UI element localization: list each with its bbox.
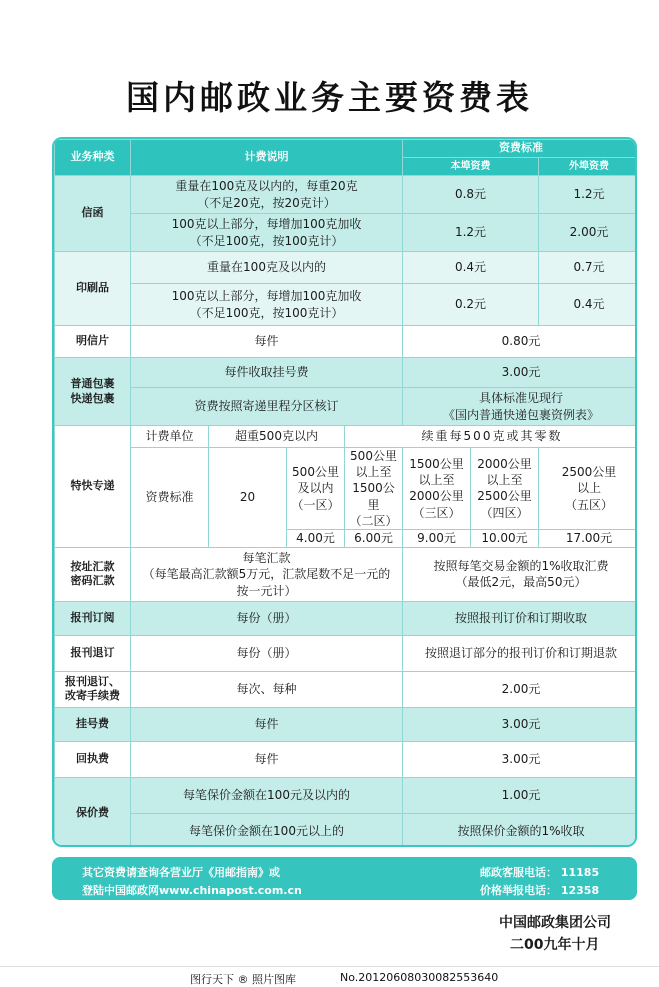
- parcel-fee-2: 具体标准见现行 《国内普通快递包裹资例表》: [403, 388, 638, 426]
- category-printed: 印刷品: [55, 252, 131, 326]
- table-row: [55, 326, 638, 358]
- footer-service-phone: 邮政客服电话： 11185: [480, 866, 600, 879]
- express-unit-label: 计费单位: [131, 426, 209, 448]
- insured-fee-1: 1.00元: [403, 777, 638, 813]
- receipt-desc: 每件: [131, 741, 403, 777]
- postcard-fee: 0.80元: [403, 326, 638, 358]
- letter-local-2: 1.2元: [403, 214, 539, 252]
- category-remit: 按址汇款 密码汇款: [55, 547, 131, 601]
- watermark-id: No.20120608030082553640: [340, 971, 499, 984]
- footer-website-text: 登陆中国邮政网www.chinapost.com.cn: [82, 884, 302, 897]
- registered-desc: 每件: [131, 707, 403, 741]
- page-title: 国内邮政业务主要资费表: [126, 78, 533, 117]
- modify-fee: 2.00元: [403, 671, 638, 707]
- table-row: [55, 707, 638, 741]
- table-row: [55, 777, 638, 813]
- category-parcel: 普通包裹 快递包裹: [55, 358, 131, 426]
- parcel-desc-2: 资费按照寄递里程分区核订: [131, 388, 403, 426]
- category-express: 特快专递: [55, 426, 131, 548]
- header-nonlocal: 外埠资费: [539, 158, 638, 176]
- printed-local-1: 0.4元: [403, 252, 539, 284]
- express-zone-4-fee: 10.00元: [471, 529, 539, 547]
- table-row: [55, 671, 638, 707]
- table-row: [55, 448, 638, 530]
- header-desc: 计费说明: [131, 140, 403, 176]
- footer-bar: [52, 857, 637, 900]
- category-unsubscribe: 报刊退订: [55, 635, 131, 671]
- table-row: [55, 813, 638, 847]
- category-insured: 保价费: [55, 777, 131, 847]
- subscribe-fee: 按照报刊订价和订期收取: [403, 601, 638, 635]
- postcard-desc: 每件: [131, 326, 403, 358]
- unsubscribe-desc: 每份（册）: [131, 635, 403, 671]
- express-unit-value: 超重500克以内: [209, 426, 345, 448]
- printed-nonlocal-2: 0.4元: [539, 284, 638, 326]
- table-row: [55, 252, 638, 284]
- express-unit-note: 续重每500克或其零数: [345, 426, 638, 448]
- express-std-label: 资费标准: [131, 448, 209, 548]
- header-type: 业务种类: [55, 140, 131, 176]
- table-row: [55, 176, 638, 214]
- parcel-fee-1: 3.00元: [403, 358, 638, 388]
- subscribe-desc: 每份（册）: [131, 601, 403, 635]
- express-zone-1: 500公里 及以内 （一区）: [287, 448, 345, 530]
- fee-table: [52, 137, 637, 847]
- remit-desc: 每笔汇款 （每笔最高汇款额5万元，汇款尾数不足一元的 按一元计）: [131, 547, 403, 601]
- express-zone-1-fee: 4.00元: [287, 529, 345, 547]
- header-local: 本埠资费: [403, 158, 539, 176]
- express-zone-3: 1500公里 以上至 2000公里 （三区）: [403, 448, 471, 530]
- insured-desc-1: 每笔保价金额在100元及以内的: [131, 777, 403, 813]
- header-std: 资费标准: [403, 140, 638, 158]
- category-registered: 挂号费: [55, 707, 131, 741]
- table-row: [55, 635, 638, 671]
- parcel-desc-1: 每件收取挂号费: [131, 358, 403, 388]
- express-zone-2-fee: 6.00元: [345, 529, 403, 547]
- watermark-bar: [0, 966, 659, 987]
- printed-local-2: 0.2元: [403, 284, 539, 326]
- letter-nonlocal-2: 2.00元: [539, 214, 638, 252]
- insured-fee-2: 按照保价金额的1%收取: [403, 813, 638, 847]
- table-row: [55, 547, 638, 601]
- printed-desc-1: 重量在100克及以内的: [131, 252, 403, 284]
- express-zone-2: 500公里 以上至 1500公里 （二区）: [345, 448, 403, 530]
- category-modify: 报刊退订、 改寄手续费: [55, 671, 131, 707]
- remit-fee: 按照每笔交易金额的1%收取汇费 （最低2元，最高50元）: [403, 547, 638, 601]
- insured-desc-2: 每笔保价金额在100元以上的: [131, 813, 403, 847]
- letter-local-1: 0.8元: [403, 176, 539, 214]
- table-row: [55, 284, 638, 326]
- issue-date: 二00九年十月: [510, 937, 600, 953]
- express-zone-3-fee: 9.00元: [403, 529, 471, 547]
- printed-nonlocal-1: 0.7元: [539, 252, 638, 284]
- express-zone-5-fee: 17.00元: [539, 529, 638, 547]
- table-row: [55, 426, 638, 448]
- table-row: [55, 214, 638, 252]
- issuer-name: 中国邮政集团公司: [499, 915, 611, 931]
- unsubscribe-fee: 按照退订部分的报刊订价和订期退款: [403, 635, 638, 671]
- watermark-site: 图行天下 ® 照片图库: [190, 973, 296, 986]
- footer-report-phone: 价格举报电话： 12358: [480, 884, 600, 897]
- express-base-fee: 20: [209, 448, 287, 548]
- category-receipt: 回执费: [55, 741, 131, 777]
- category-letter: 信函: [55, 176, 131, 252]
- printed-desc-2: 100克以上部分，每增加100克加收 （不足100克，按100克计）: [131, 284, 403, 326]
- modify-desc: 每次、每种: [131, 671, 403, 707]
- category-subscribe: 报刊订阅: [55, 601, 131, 635]
- table-row: [55, 601, 638, 635]
- table-row: [55, 388, 638, 426]
- registered-fee: 3.00元: [403, 707, 638, 741]
- receipt-fee: 3.00元: [403, 741, 638, 777]
- footer-guide-text: 其它资费请查询各营业厅《用邮指南》或: [82, 866, 280, 879]
- express-zone-5: 2500公里 以上 （五区）: [539, 448, 638, 530]
- category-postcard: 明信片: [55, 326, 131, 358]
- letter-desc-2: 100克以上部分，每增加100克加收 （不足100克，按100克计）: [131, 214, 403, 252]
- express-zone-4: 2000公里 以上至 2500公里 （四区）: [471, 448, 539, 530]
- table-row: [55, 358, 638, 388]
- letter-desc-1: 重量在100克及以内的，每重20克 （不足20克，按20克计）: [131, 176, 403, 214]
- table-row: [55, 741, 638, 777]
- letter-nonlocal-1: 1.2元: [539, 176, 638, 214]
